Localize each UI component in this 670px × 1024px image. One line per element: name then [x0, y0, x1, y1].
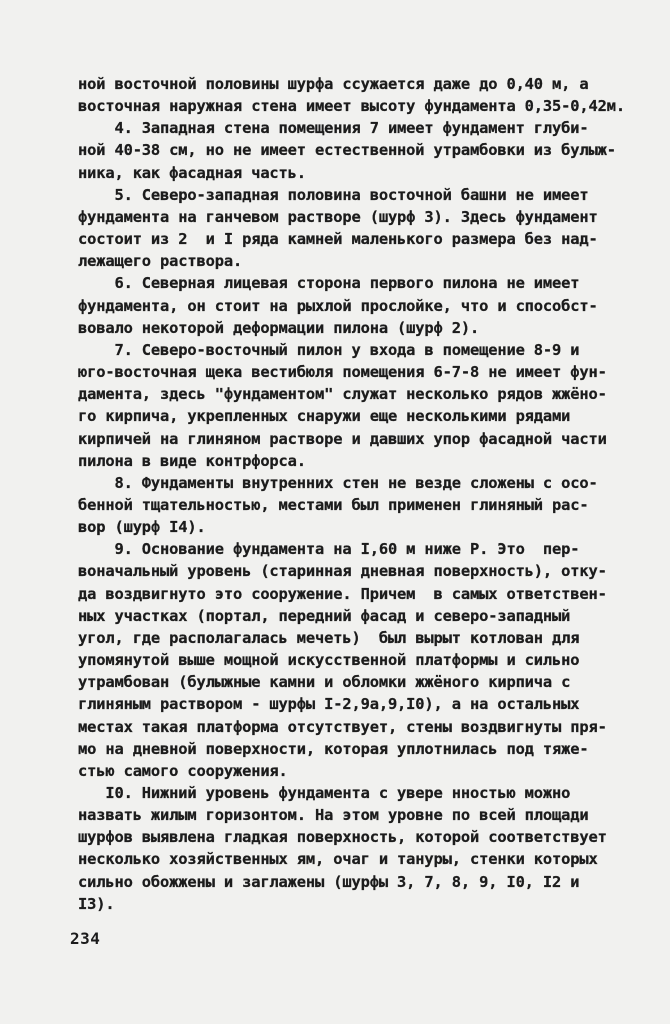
text-line: вовало некоторой деформации пилона (шурф 2). [78, 318, 480, 337]
text-line: сильно обожжены и заглажены (шурфы 3, 7, 8, 9, I0, I2 и [78, 872, 580, 891]
text-line: лежащего раствора. [78, 252, 243, 271]
body-text [78, 73, 638, 915]
text-line: пилона в виде контрфорса. [78, 451, 306, 470]
text-line: ника, как фасадная часть. [78, 163, 306, 182]
text-line: несколько хозяйственных ям, очаг и тануры, стенки которых [78, 850, 598, 869]
text-line: стью самого сооружения. [78, 761, 288, 780]
text-line: 5. Северо-западная половина восточной башни не имеет [78, 185, 589, 204]
page-number: 234 [70, 929, 101, 948]
text-line: 8. Фундаменты внутренних стен не везде сложены с осо- [78, 473, 598, 492]
text-line: ной восточной половины шурфа ссужается даже до 0,40 м, а [78, 75, 589, 93]
text-line: юго-восточная щека вестибюля помещения 6-7-8 не имеет фун- [78, 363, 607, 382]
text-line: угол, где располагалась мечеть) был вырыт котлован для [78, 628, 580, 647]
text-line: фундамента, он стоит на рыхлой прослойке, что и способст- [78, 296, 598, 315]
text-line: воначальный уровень (старинная дневная поверхность), отку- [78, 562, 607, 581]
text-line: 7. Северо-восточный пилон у входа в помещение 8-9 и [78, 340, 580, 359]
text-line: состоит из 2 и I ряда камней маленького размера без над- [78, 230, 598, 249]
text-line: местах такая платформа отсутствует, стены воздвигнуты пря- [78, 717, 607, 736]
text-line: го кирпича, укрепленных снаружи еще несколькими рядами [78, 407, 571, 426]
text-line: дамента, здесь "фундаментом" служат несколько рядов жжёно- [78, 385, 607, 404]
text-line: мо на дневной поверхности, которая уплотнилась под тяже- [78, 739, 589, 758]
text-line: бенной тщательностью, местами был применен глиняный рас- [78, 495, 589, 514]
text-line: 9. Основание фундамента на I,60 м ниже Р. Это пер- [78, 540, 580, 559]
text-line: ных участках (портал, передний фасад и северо-западный [78, 606, 571, 625]
text-line: кирпичей на глиняном растворе и давших упор фасадной части [78, 429, 607, 448]
text-line: назвать жилым горизонтом. На этом уровне по всей площади [78, 806, 589, 825]
text-line: шурфов выявлена гладкая поверхность, которой соответствует [78, 828, 607, 847]
text-line: упомянутой выше мощной искусственной платформы и сильно [78, 651, 580, 670]
text-line: утрамбован (булыжные камни и обломки жжёного кирпича с [78, 673, 571, 692]
text-line: 4. Западная стена помещения 7 имеет фундамент глуби- [78, 119, 589, 138]
text-line: вор (шурф I4). [78, 518, 206, 537]
text-line: ной 40-38 см, но не имеет естественной утрамбовки из булыж- [78, 141, 616, 160]
text-line: I3). [78, 894, 115, 913]
text-line: восточная наружная стена имеет высоту фундамента 0,35-0,42м. [78, 97, 625, 116]
text-line: глиняным раствором - шурфы I-2,9а,9,I0), а на остальных [78, 695, 580, 714]
text-line: фундамента на ганчевом растворе (шурф 3). Здесь фундамент [78, 207, 598, 226]
text-line: да воздвигнуто это сооружение. Причем в самых ответствен- [78, 584, 607, 603]
text-line: I0. Нижний уровень фундамента с увере нностью можно [78, 784, 571, 802]
text-line: 6. Северная лицевая сторона первого пилона не имеет [78, 274, 580, 293]
